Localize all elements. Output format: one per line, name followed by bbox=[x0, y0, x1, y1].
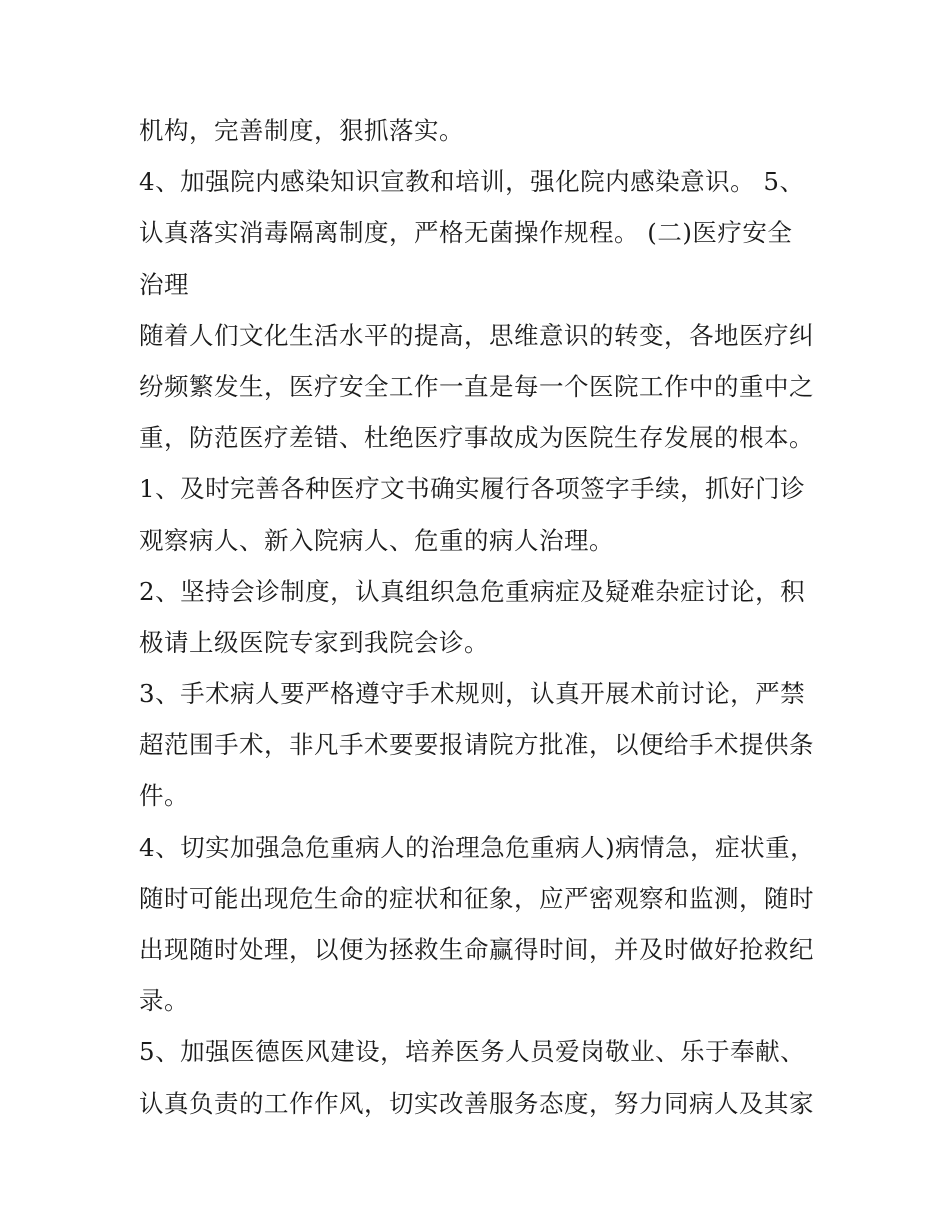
text-line: 治理 bbox=[139, 269, 189, 299]
text-line: 2、坚持会诊制度，认真组织急危重病症及疑难杂症讨论，积 bbox=[139, 576, 806, 606]
text-line: 录。 bbox=[139, 986, 189, 1016]
text-line: 4、切实加强急危重病人的治理急危重病人)病情急，症状重， bbox=[139, 832, 816, 862]
text-line: 3、手术病人要严格遵守手术规则，认真开展术前讨论，严禁 bbox=[139, 679, 806, 709]
text-line: 认真负责的工作作风，切实改善服务态度，努力同病人及其家 bbox=[139, 1088, 814, 1118]
text-line: 随着人们文化生活水平的提高，思维意识的转变，各地医疗纠 bbox=[139, 320, 814, 350]
text-line: 纷频繁发生，医疗安全工作一直是每一个医院工作中的重中之 bbox=[139, 371, 814, 401]
text-line: 5、加强医德医风建设，培养医务人员爱岗敬业、乐于奉献、 bbox=[139, 1037, 806, 1067]
text-line: 4、加强院内感染知识宣教和培训，强化院内感染意识。 5、 bbox=[139, 167, 805, 197]
text-line: 认真落实消毒隔离制度，严格无菌操作规程。 (二)医疗安全 bbox=[139, 218, 793, 248]
text-line: 观察病人、新入院病人、危重的病人治理。 bbox=[139, 525, 614, 555]
document-body bbox=[139, 105, 819, 1129]
text-line: 1、及时完善各种医疗文书确实履行各项签字手续，抓好门诊 bbox=[139, 474, 806, 504]
text-line: 件。 bbox=[139, 781, 189, 811]
text-line: 机构，完善制度，狠抓落实。 bbox=[139, 116, 464, 145]
text-line: 重，防范医疗差错、杜绝医疗事故成为医院生存发展的根本。 bbox=[139, 423, 814, 453]
text-line: 超范围手术，非凡手术要要报请院方批准，以便给手术提供条 bbox=[139, 730, 814, 760]
text-line: 极请上级医院专家到我院会诊。 bbox=[139, 627, 489, 657]
text-line: 随时可能出现危生命的症状和征象，应严密观察和监测，随时 bbox=[139, 883, 814, 913]
text-line: 出现随时处理，以便为拯救生命赢得时间，并及时做好抢救纪 bbox=[139, 935, 814, 964]
